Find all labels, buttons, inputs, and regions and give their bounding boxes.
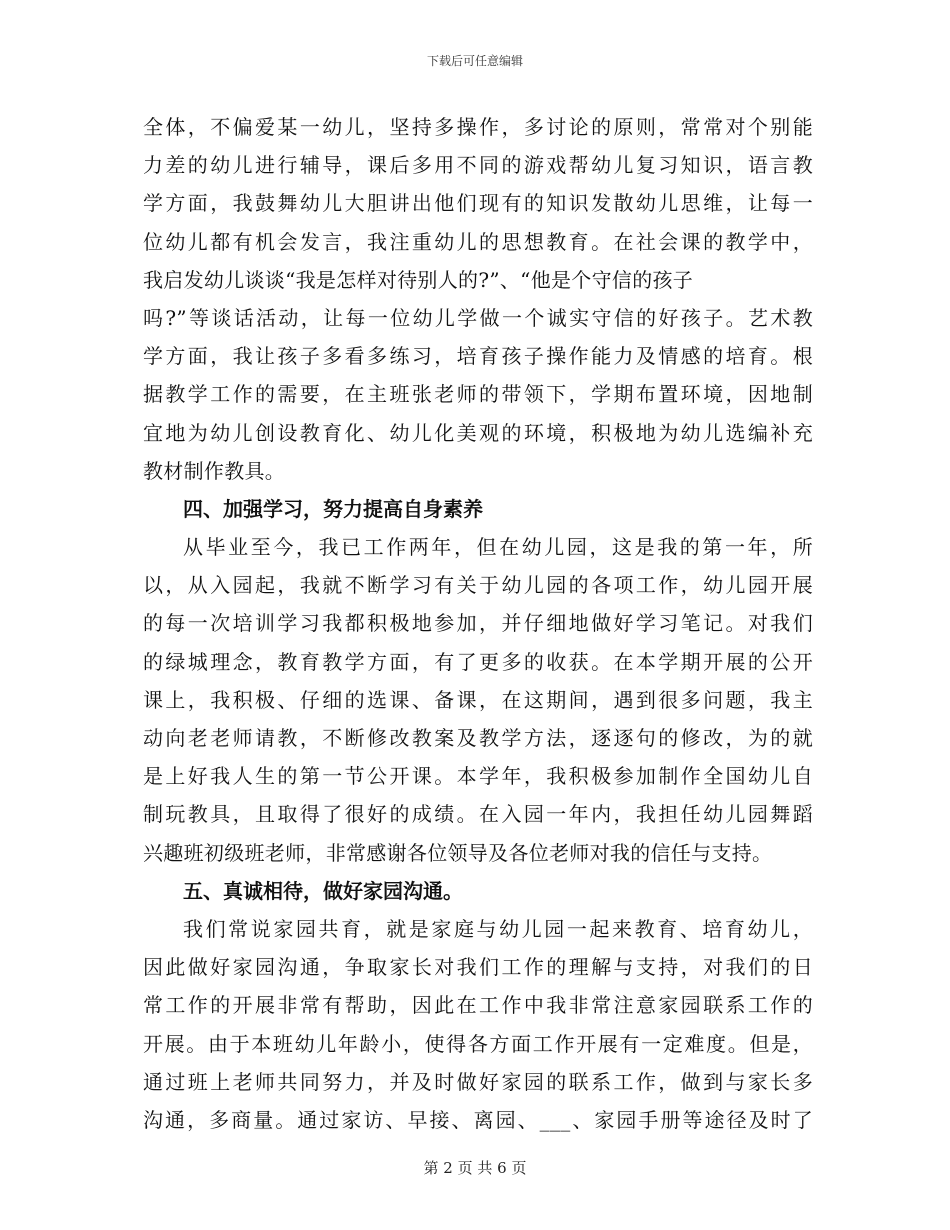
paragraph-teaching-methods xyxy=(143,108,813,490)
text-line: 的绿城理念，教育教学方面，有了更多的收获。在本学期开展的公开 xyxy=(143,649,813,674)
text-line: 开展。由于本班幼儿年龄小，使得各方面工作开展有一定难度。但是， xyxy=(143,1031,813,1056)
text-line: 力差的幼儿进行辅导，课后多用不同的游戏帮幼儿复习知识，语言教 xyxy=(143,153,813,178)
text-line: 的每一次培训学习我都积极地参加，并仔细地做好学习笔记。对我们 xyxy=(143,611,813,636)
text-line: 位幼儿都有机会发言，我注重幼儿的思想教育。在社会课的教学中， xyxy=(143,229,813,254)
text-line: 全体，不偏爱某一幼儿，坚持多操作，多讨论的原则，常常对个别能 xyxy=(143,115,813,139)
text-line: 沟通，多商量。通过家访、早接、离园、___、家园手册等途径及时了 xyxy=(143,1107,813,1132)
text-line: 教材制作教具。 xyxy=(143,458,286,483)
text-line: 据教学工作的需要，在主班张老师的带领下，学期布置环境，因地制 xyxy=(143,382,813,407)
text-line: 宜地为幼儿创设教育化、幼儿化美观的环境，积极地为幼儿选编补充 xyxy=(143,420,813,445)
text-line: 常工作的开展非常有帮助，因此在工作中我非常注意家园联系工作的 xyxy=(143,993,813,1018)
text-line: 我们常说家园共育，就是家庭与幼儿园一起来教育、培育幼儿， xyxy=(183,916,813,941)
text-line: 是上好我人生的第一节公开课。本学年，我积极参加制作全国幼儿自 xyxy=(143,764,813,789)
text-line: 动向老老师请教，不断修改教案及教学方法，逐逐句的修改，为的就 xyxy=(143,726,813,750)
text-line: 通过班上老师共同努力，并及时做好家园的联系工作，做到与家长多 xyxy=(143,1069,813,1094)
page-header: 下载后可任意编辑 xyxy=(426,54,523,68)
section-heading-home-school: 五、真诚相待，做好家园沟通。 xyxy=(183,878,463,903)
text-line: 课上，我积极、仔细的选课、备课，在这期间，遇到很多问题，我主 xyxy=(143,687,813,712)
paragraph-home-school xyxy=(143,910,813,1139)
text-line: 吗?”等谈话活动，让每一位幼儿学做一个诚实守信的好孩子。艺术教 xyxy=(143,305,813,330)
text-line: 以，从入园起，我就不断学习有关于幼儿园的各项工作，幼儿园开展 xyxy=(143,573,813,598)
page-number: 第 2 页 共 6 页 xyxy=(423,1159,527,1177)
text-line: 学方面，我鼓舞幼儿大胆讲出他们现有的知识发散幼儿思维，让每一 xyxy=(143,191,813,216)
paragraph-study xyxy=(143,528,813,872)
text-line: 制玩教具，且取得了很好的成绩。在入园一年内，我担任幼儿园舞蹈 xyxy=(143,802,813,827)
document-body xyxy=(143,108,813,1139)
text-line: 我启发幼儿谈谈“我是怎样对待别人的?”、“他是个守信的孩子 xyxy=(143,267,694,292)
text-line: 学方面，我让孩子多看多练习，培育孩子操作能力及情感的培育。根 xyxy=(143,344,813,369)
text-line: 因此做好家园沟通，争取家长对我们工作的理解与支持，对我们的日 xyxy=(143,955,813,980)
section-heading-study: 四、加强学习，努力提高自身素养 xyxy=(183,496,483,521)
text-line: 兴趣班初级班老师，非常感谢各位领导及各位老师对我的信任与支持。 xyxy=(143,840,773,865)
text-line: 从毕业至今，我已工作两年，但在幼儿园，这是我的第一年，所 xyxy=(183,535,813,560)
